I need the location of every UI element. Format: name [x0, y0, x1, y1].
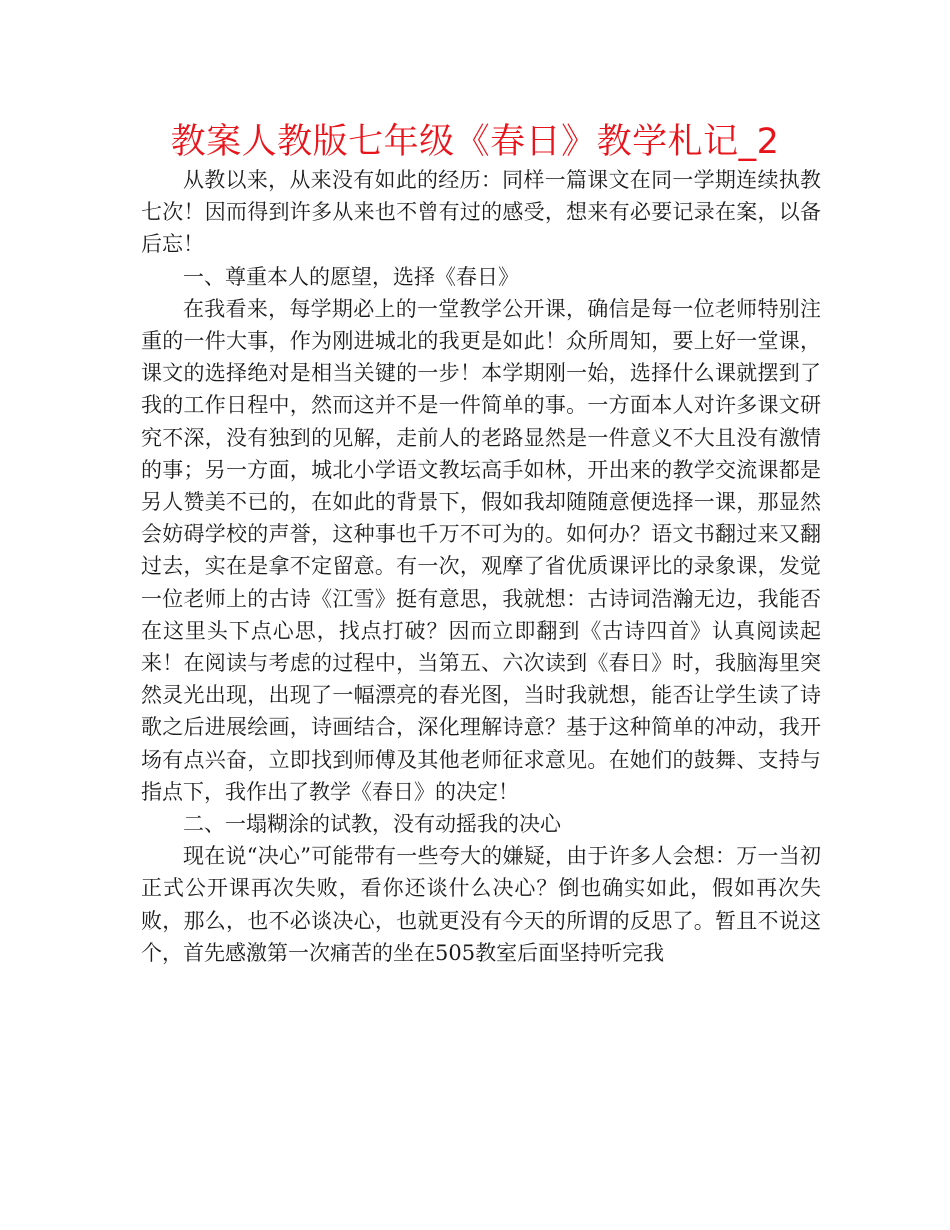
paragraph-section-2: 现在说“决心”可能带有一些夸大的嫌疑，由于许多人会想：万一当初正式公开课再次失败，看你还谈什么决心？倒也确实如此，假如再次失败，那么，也不必谈决心，也就更没有今天的所谓的反思了。暂且不说这个，首先感激第一次痛苦的坐在505教室后面坚持听完我: [141, 844, 821, 965]
document-title: 教案人教版七年级《春日》教学札记_2: [170, 122, 780, 162]
section-heading-1: 一、尊重本人的愿望，选择《春日》: [183, 264, 519, 289]
section-heading-2: 二、一塌糊涂的试教，没有动摇我的决心: [183, 812, 561, 837]
paragraph-intro: 从教以来，从来没有如此的经历：同样一篇课文在同一学期连续执教七次！因而得到许多从来也不曾有过的感受，想来有必要记录在案，以备后忘！: [141, 168, 821, 257]
paragraph-section-1: 在我看来，每学期必上的一堂教学公开课，确信是每一位老师特别注重的一件大事，作为刚进城北的我更是如此！众所周知，要上好一堂课，课文的选择绝对是相当关键的一步！本学期刚一始，选择什么课就摆到了我的工作日程中，然而这并不是一件简单的事。一方面本人对许多课文研究不深，没有独到的见解，走前人的老路显然是一件意义不大且没有激情的事；另一方面，城北小学语文教坛高手如林，开出来的教学交流课都是另人赞美不已的，在如此的背景下，假如我却随随意便选择一课，那显然会妨碍学校的声誉，这种事也千万不可为的。如何办？语文书翻过来又翻过去，实在是拿不定留意。有一次，观摩了省优质课评比的录象课，发觉一位老师上的古诗《江雪》挺有意思，我就想：古诗词浩瀚无边，我能否在这里头下点心思，找点打破？因而立即翻到《古诗四首》认真阅读起来！在阅读与考虑的过程中，当第五、六次读到《春日》时，我脑海里突然灵光出现，出现了一幅漂亮的春光图，当时我就想，能否让学生读了诗歌之后进展绘画，诗画结合，深化理解诗意？基于这种简单的冲动，我开场有点兴奋，立即找到师傅及其他老师征求意见。在她们的鼓舞、支持与指点下，我作出了教学《春日》的决定！: [141, 296, 821, 804]
document-body: [141, 164, 821, 969]
